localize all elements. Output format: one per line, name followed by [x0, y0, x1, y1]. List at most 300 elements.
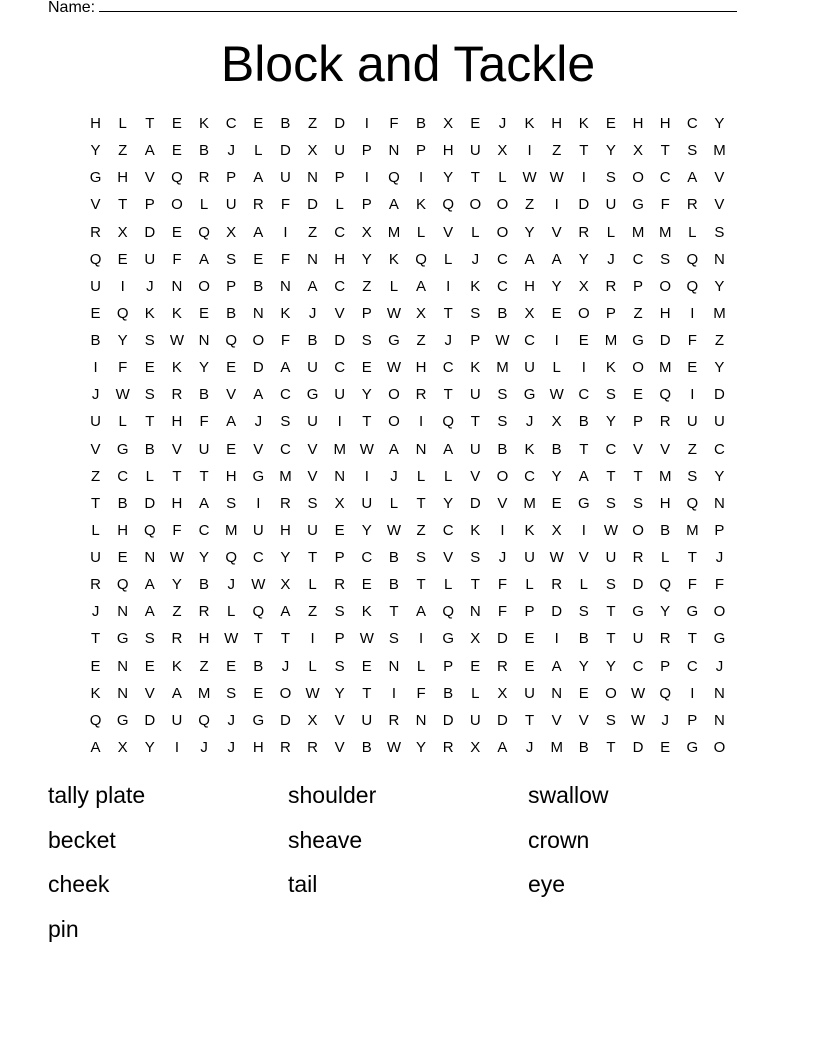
grid-cell[interactable]: O: [496, 196, 509, 214]
grid-cell[interactable]: W: [603, 521, 619, 539]
grid-cell[interactable]: Y: [171, 576, 182, 594]
grid-cell[interactable]: T: [606, 738, 616, 756]
grid-cell[interactable]: T: [470, 413, 480, 431]
grid-cell[interactable]: S: [470, 549, 481, 566]
grid-cell[interactable]: Y: [551, 277, 562, 295]
grid-cell[interactable]: F: [687, 332, 697, 349]
grid-cell[interactable]: A: [171, 684, 182, 702]
grid-cell[interactable]: L: [199, 196, 209, 214]
grid-cell[interactable]: U: [280, 169, 291, 187]
grid-cell[interactable]: E: [524, 630, 535, 648]
grid-cell[interactable]: C: [524, 332, 535, 349]
grid-cell[interactable]: U: [632, 630, 644, 648]
grid-cell[interactable]: F: [172, 521, 182, 539]
grid-cell[interactable]: G: [306, 386, 319, 404]
grid-cell[interactable]: K: [524, 521, 535, 539]
grid-cell[interactable]: K: [416, 196, 427, 214]
grid-cell[interactable]: O: [632, 359, 644, 377]
grid-cell[interactable]: E: [117, 549, 128, 566]
grid-cell[interactable]: U: [524, 684, 535, 702]
grid-cell[interactable]: R: [198, 603, 210, 621]
grid-cell[interactable]: L: [91, 521, 100, 539]
grid-cell[interactable]: B: [144, 440, 155, 458]
grid-cell[interactable]: E: [90, 657, 101, 675]
grid-cell[interactable]: A: [253, 223, 264, 241]
grid-cell[interactable]: W: [522, 169, 537, 187]
grid-cell[interactable]: A: [144, 576, 155, 594]
grid-cell[interactable]: Y: [361, 386, 372, 404]
grid-cell[interactable]: C: [497, 277, 508, 295]
grid-cell[interactable]: Z: [118, 142, 128, 160]
grid-cell[interactable]: I: [93, 359, 98, 377]
grid-cell[interactable]: D: [632, 576, 644, 594]
grid-cell[interactable]: V: [307, 440, 318, 458]
grid-cell[interactable]: C: [334, 277, 346, 295]
grid-cell[interactable]: X: [280, 576, 291, 594]
grid-cell[interactable]: W: [386, 304, 402, 322]
grid-cell[interactable]: C: [632, 250, 644, 268]
grid-cell[interactable]: B: [388, 549, 399, 566]
grid-cell[interactable]: A: [388, 440, 399, 458]
grid-cell[interactable]: Z: [714, 332, 725, 349]
grid-cell[interactable]: Q: [415, 250, 427, 268]
grid-cell[interactable]: M: [658, 223, 672, 241]
grid-cell[interactable]: S: [470, 304, 481, 322]
grid-cell[interactable]: O: [713, 738, 726, 756]
grid-cell[interactable]: A: [416, 277, 427, 295]
grid-cell[interactable]: E: [253, 250, 264, 268]
grid-cell[interactable]: Q: [198, 223, 210, 241]
grid-cell[interactable]: S: [578, 603, 589, 621]
grid-cell[interactable]: J: [498, 115, 507, 132]
grid-cell[interactable]: N: [117, 684, 129, 702]
grid-cell[interactable]: K: [171, 359, 182, 377]
grid-cell[interactable]: N: [117, 603, 129, 621]
grid-cell[interactable]: J: [444, 332, 452, 349]
grid-cell[interactable]: D: [551, 603, 563, 621]
grid-cell[interactable]: Y: [443, 169, 454, 187]
grid-cell[interactable]: P: [633, 277, 644, 295]
grid-cell[interactable]: O: [388, 413, 400, 431]
grid-cell[interactable]: C: [686, 657, 698, 675]
grid-cell[interactable]: W: [251, 576, 266, 594]
grid-cell[interactable]: I: [581, 169, 586, 187]
grid-cell[interactable]: P: [524, 603, 535, 621]
grid-cell[interactable]: E: [470, 115, 481, 132]
grid-cell[interactable]: J: [525, 413, 534, 431]
grid-cell[interactable]: W: [495, 332, 510, 349]
grid-cell[interactable]: S: [633, 494, 644, 512]
grid-cell[interactable]: I: [446, 277, 451, 295]
grid-cell[interactable]: E: [253, 115, 264, 132]
grid-cell[interactable]: W: [386, 521, 402, 539]
grid-cell[interactable]: S: [497, 413, 508, 431]
grid-cell[interactable]: P: [443, 657, 454, 675]
grid-cell[interactable]: P: [334, 549, 345, 566]
grid-cell[interactable]: T: [145, 413, 155, 431]
grid-cell[interactable]: P: [660, 657, 671, 675]
grid-cell[interactable]: N: [714, 684, 725, 702]
grid-cell[interactable]: K: [524, 115, 535, 132]
grid-cell[interactable]: X: [307, 142, 318, 160]
grid-cell[interactable]: X: [443, 115, 454, 132]
grid-cell[interactable]: M: [523, 494, 536, 512]
grid-cell[interactable]: Z: [307, 223, 318, 241]
grid-cell[interactable]: M: [279, 467, 292, 485]
grid-cell[interactable]: T: [470, 576, 480, 594]
grid-cell[interactable]: O: [496, 223, 509, 241]
grid-cell[interactable]: I: [364, 467, 369, 485]
grid-cell[interactable]: W: [169, 549, 185, 566]
grid-cell[interactable]: H: [225, 467, 237, 485]
grid-cell[interactable]: F: [497, 603, 508, 621]
grid-cell[interactable]: Q: [171, 169, 183, 187]
grid-cell[interactable]: V: [90, 440, 101, 458]
grid-cell[interactable]: Y: [551, 467, 562, 485]
grid-cell[interactable]: C: [334, 223, 346, 241]
grid-cell[interactable]: L: [118, 413, 127, 431]
grid-cell[interactable]: L: [579, 576, 588, 594]
grid-cell[interactable]: B: [199, 386, 210, 404]
grid-cell[interactable]: Y: [605, 413, 616, 431]
grid-cell[interactable]: Y: [199, 359, 210, 377]
grid-cell[interactable]: V: [578, 549, 589, 566]
grid-cell[interactable]: H: [90, 115, 101, 132]
grid-cell[interactable]: E: [117, 250, 128, 268]
grid-cell[interactable]: V: [714, 169, 725, 187]
grid-cell[interactable]: V: [660, 440, 671, 458]
grid-cell[interactable]: A: [551, 250, 562, 268]
grid-cell[interactable]: W: [224, 630, 239, 648]
grid-cell[interactable]: U: [469, 142, 481, 160]
grid-cell[interactable]: U: [469, 386, 481, 404]
grid-cell[interactable]: X: [524, 304, 535, 322]
grid-cell[interactable]: U: [225, 196, 237, 214]
grid-cell[interactable]: L: [308, 576, 317, 594]
grid-cell[interactable]: I: [418, 630, 424, 648]
grid-cell[interactable]: L: [227, 603, 236, 621]
grid-cell[interactable]: N: [388, 142, 400, 160]
grid-cell[interactable]: G: [686, 738, 699, 756]
grid-cell[interactable]: C: [659, 169, 671, 187]
grid-cell[interactable]: I: [554, 196, 559, 214]
grid-cell[interactable]: J: [91, 386, 100, 404]
grid-cell[interactable]: Q: [116, 576, 129, 594]
grid-cell[interactable]: Q: [198, 711, 210, 729]
grid-cell[interactable]: T: [443, 386, 453, 404]
grid-cell[interactable]: C: [605, 440, 617, 458]
grid-cell[interactable]: I: [256, 494, 261, 512]
grid-cell[interactable]: C: [252, 549, 264, 566]
grid-cell[interactable]: A: [687, 169, 698, 187]
grid-cell[interactable]: I: [527, 142, 532, 160]
grid-cell[interactable]: V: [334, 738, 345, 756]
grid-cell[interactable]: E: [144, 657, 155, 675]
grid-cell[interactable]: U: [469, 440, 481, 458]
grid-cell[interactable]: R: [90, 223, 101, 241]
grid-cell[interactable]: L: [444, 576, 453, 594]
grid-cell[interactable]: M: [631, 223, 645, 241]
grid-cell[interactable]: D: [144, 223, 156, 241]
grid-cell[interactable]: X: [361, 223, 372, 241]
grid-cell[interactable]: G: [577, 494, 590, 512]
grid-cell[interactable]: L: [661, 549, 670, 566]
grid-cell[interactable]: X: [307, 711, 318, 729]
grid-cell[interactable]: F: [118, 359, 128, 377]
grid-cell[interactable]: U: [144, 250, 156, 268]
grid-cell[interactable]: J: [227, 576, 235, 594]
grid-cell[interactable]: F: [660, 196, 670, 214]
grid-cell[interactable]: O: [713, 603, 726, 621]
grid-cell[interactable]: L: [525, 576, 534, 594]
grid-cell[interactable]: V: [443, 223, 454, 241]
grid-cell[interactable]: T: [118, 196, 128, 214]
grid-cell[interactable]: L: [444, 467, 453, 485]
grid-cell[interactable]: J: [227, 711, 235, 729]
grid-cell[interactable]: W: [169, 332, 185, 349]
grid-cell[interactable]: N: [714, 494, 725, 512]
grid-cell[interactable]: C: [524, 467, 535, 485]
grid-cell[interactable]: R: [659, 413, 671, 431]
grid-cell[interactable]: S: [226, 684, 237, 702]
grid-cell[interactable]: F: [714, 576, 725, 594]
grid-cell[interactable]: W: [305, 684, 320, 702]
grid-cell[interactable]: L: [606, 223, 616, 241]
grid-cell[interactable]: Y: [117, 332, 128, 349]
grid-cell[interactable]: C: [117, 467, 129, 485]
grid-cell[interactable]: K: [470, 277, 481, 295]
grid-cell[interactable]: N: [415, 440, 427, 458]
grid-cell[interactable]: J: [498, 549, 507, 566]
grid-cell[interactable]: L: [389, 494, 399, 512]
grid-cell[interactable]: E: [361, 657, 372, 675]
grid-cell[interactable]: H: [171, 494, 183, 512]
grid-cell[interactable]: R: [171, 386, 183, 404]
grid-cell[interactable]: D: [578, 196, 590, 214]
grid-cell[interactable]: W: [386, 359, 402, 377]
grid-cell[interactable]: Q: [225, 549, 238, 566]
grid-cell[interactable]: A: [280, 603, 291, 621]
grid-cell[interactable]: B: [388, 576, 399, 594]
grid-cell[interactable]: Y: [578, 657, 589, 675]
grid-cell[interactable]: T: [90, 630, 101, 648]
grid-cell[interactable]: U: [307, 359, 318, 377]
grid-cell[interactable]: G: [632, 332, 644, 349]
grid-cell[interactable]: K: [388, 250, 399, 268]
grid-cell[interactable]: N: [469, 603, 481, 621]
grid-cell[interactable]: T: [416, 576, 426, 594]
grid-cell[interactable]: U: [714, 413, 725, 431]
grid-cell[interactable]: L: [444, 250, 453, 268]
grid-cell[interactable]: I: [418, 169, 424, 187]
grid-cell[interactable]: U: [686, 413, 698, 431]
grid-cell[interactable]: V: [171, 440, 182, 458]
grid-cell[interactable]: I: [364, 169, 369, 187]
grid-cell[interactable]: Y: [714, 467, 725, 485]
grid-cell[interactable]: Y: [605, 142, 616, 160]
grid-cell[interactable]: G: [116, 711, 129, 729]
grid-cell[interactable]: D: [252, 359, 264, 377]
grid-cell[interactable]: X: [551, 413, 562, 431]
grid-cell[interactable]: G: [252, 467, 265, 485]
grid-cell[interactable]: P: [144, 196, 155, 214]
grid-cell[interactable]: S: [280, 413, 291, 431]
grid-cell[interactable]: L: [118, 115, 127, 132]
grid-cell[interactable]: Q: [442, 413, 455, 431]
grid-cell[interactable]: Q: [116, 304, 129, 322]
grid-cell[interactable]: E: [578, 684, 589, 702]
grid-cell[interactable]: D: [307, 196, 318, 214]
grid-cell[interactable]: P: [416, 142, 427, 160]
grid-cell[interactable]: Q: [225, 332, 238, 349]
grid-cell[interactable]: U: [605, 549, 617, 566]
grid-cell[interactable]: U: [90, 277, 101, 295]
grid-cell[interactable]: V: [90, 196, 101, 214]
grid-cell[interactable]: T: [416, 494, 426, 512]
grid-cell[interactable]: H: [551, 115, 563, 132]
grid-cell[interactable]: H: [415, 359, 427, 377]
grid-cell[interactable]: Z: [416, 521, 426, 539]
grid-cell[interactable]: Z: [524, 196, 535, 214]
grid-cell[interactable]: R: [442, 738, 454, 756]
grid-cell[interactable]: G: [89, 169, 102, 187]
grid-cell[interactable]: H: [659, 115, 671, 132]
grid-cell[interactable]: E: [605, 115, 616, 132]
grid-cell[interactable]: Y: [714, 277, 725, 295]
grid-cell[interactable]: Y: [714, 359, 725, 377]
grid-cell[interactable]: H: [117, 169, 129, 187]
grid-cell[interactable]: I: [174, 738, 180, 756]
grid-cell[interactable]: W: [115, 386, 130, 404]
grid-cell[interactable]: O: [632, 169, 644, 187]
grid-cell[interactable]: D: [469, 494, 481, 512]
grid-cell[interactable]: E: [578, 332, 589, 349]
grid-cell[interactable]: Z: [362, 277, 372, 295]
grid-cell[interactable]: C: [442, 521, 454, 539]
grid-cell[interactable]: R: [632, 549, 644, 566]
grid-cell[interactable]: R: [686, 196, 698, 214]
grid-cell[interactable]: V: [144, 169, 155, 187]
grid-cell[interactable]: Y: [90, 142, 101, 160]
grid-cell[interactable]: Q: [89, 711, 102, 729]
grid-cell[interactable]: M: [604, 332, 618, 349]
grid-cell[interactable]: J: [254, 413, 263, 431]
grid-cell[interactable]: J: [525, 738, 534, 756]
grid-cell[interactable]: A: [307, 277, 318, 295]
grid-cell[interactable]: H: [659, 494, 671, 512]
grid-cell[interactable]: H: [252, 738, 264, 756]
grid-cell[interactable]: K: [361, 603, 372, 621]
grid-cell[interactable]: U: [252, 521, 264, 539]
grid-cell[interactable]: L: [498, 169, 507, 187]
grid-cell[interactable]: U: [469, 711, 481, 729]
grid-cell[interactable]: M: [658, 467, 672, 485]
grid-cell[interactable]: Q: [659, 684, 672, 702]
grid-cell[interactable]: I: [690, 684, 695, 702]
grid-cell[interactable]: C: [714, 440, 725, 458]
grid-cell[interactable]: D: [659, 332, 671, 349]
grid-cell[interactable]: X: [497, 142, 508, 160]
grid-cell[interactable]: M: [713, 142, 726, 160]
grid-cell[interactable]: G: [632, 196, 644, 214]
grid-cell[interactable]: B: [497, 440, 508, 458]
grid-cell[interactable]: S: [605, 169, 616, 187]
grid-cell[interactable]: H: [632, 115, 644, 132]
grid-cell[interactable]: C: [225, 115, 237, 132]
grid-cell[interactable]: E: [253, 684, 264, 702]
grid-cell[interactable]: B: [578, 630, 589, 648]
grid-cell[interactable]: N: [252, 304, 264, 322]
grid-cell[interactable]: X: [470, 738, 481, 756]
grid-cell[interactable]: T: [389, 603, 399, 621]
grid-cell[interactable]: N: [714, 711, 725, 729]
grid-cell[interactable]: V: [307, 467, 318, 485]
grid-cell[interactable]: H: [334, 250, 346, 268]
grid-cell[interactable]: U: [524, 549, 535, 566]
grid-cell[interactable]: V: [253, 440, 264, 458]
grid-cell[interactable]: W: [549, 169, 564, 187]
grid-cell[interactable]: E: [633, 386, 644, 404]
grid-cell[interactable]: A: [578, 467, 589, 485]
grid-cell[interactable]: X: [633, 142, 644, 160]
grid-cell[interactable]: O: [469, 196, 482, 214]
grid-cell[interactable]: R: [280, 738, 291, 756]
grid-cell[interactable]: B: [199, 142, 210, 160]
grid-cell[interactable]: U: [90, 549, 101, 566]
grid-cell[interactable]: S: [334, 657, 345, 675]
grid-cell[interactable]: O: [605, 684, 617, 702]
grid-cell[interactable]: B: [226, 304, 237, 322]
grid-cell[interactable]: T: [524, 711, 535, 729]
grid-cell[interactable]: F: [172, 250, 182, 268]
grid-cell[interactable]: Y: [443, 494, 454, 512]
grid-cell[interactable]: X: [416, 304, 427, 322]
grid-cell[interactable]: E: [687, 359, 698, 377]
grid-cell[interactable]: L: [335, 196, 344, 214]
grid-cell[interactable]: A: [280, 359, 291, 377]
grid-cell[interactable]: Q: [442, 196, 455, 214]
grid-cell[interactable]: D: [442, 711, 454, 729]
grid-cell[interactable]: S: [605, 386, 616, 404]
grid-cell[interactable]: Q: [659, 386, 672, 404]
grid-cell[interactable]: P: [361, 196, 372, 214]
grid-cell[interactable]: S: [388, 630, 399, 648]
grid-cell[interactable]: S: [226, 494, 237, 512]
grid-cell[interactable]: E: [361, 359, 372, 377]
grid-cell[interactable]: K: [171, 657, 182, 675]
grid-cell[interactable]: M: [387, 223, 401, 241]
grid-cell[interactable]: T: [199, 467, 209, 485]
grid-cell[interactable]: D: [714, 386, 725, 404]
grid-cell[interactable]: V: [443, 549, 454, 566]
grid-cell[interactable]: E: [144, 359, 155, 377]
grid-cell[interactable]: A: [497, 738, 508, 756]
grid-cell[interactable]: F: [687, 576, 697, 594]
grid-cell[interactable]: E: [551, 304, 562, 322]
grid-cell[interactable]: T: [660, 142, 670, 160]
grid-cell[interactable]: B: [253, 657, 264, 675]
grid-cell[interactable]: J: [715, 657, 724, 675]
grid-cell[interactable]: B: [361, 738, 372, 756]
grid-cell[interactable]: W: [549, 549, 564, 566]
grid-cell[interactable]: S: [605, 576, 616, 594]
grid-cell[interactable]: P: [361, 304, 372, 322]
grid-cell[interactable]: I: [310, 630, 315, 648]
grid-cell[interactable]: V: [497, 494, 508, 512]
grid-cell[interactable]: H: [117, 521, 129, 539]
grid-cell[interactable]: Z: [90, 467, 101, 485]
grid-cell[interactable]: C: [280, 386, 291, 404]
